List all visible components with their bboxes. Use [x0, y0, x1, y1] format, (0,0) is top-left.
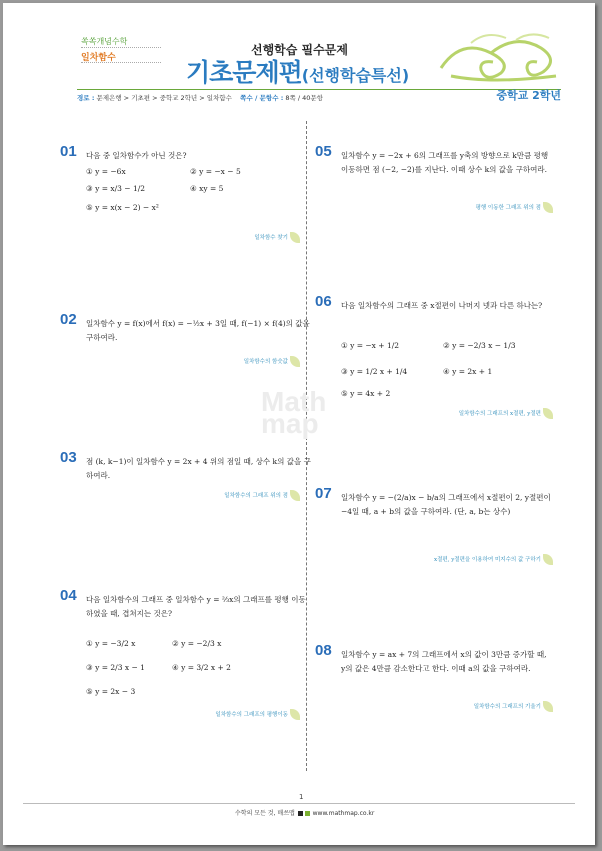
question-number: 01 [60, 143, 77, 160]
question-text: 일차함수 y = ax + 7의 그래프에서 x의 값이 3만큼 증가할 때, y의 값은 4만큼 감소한다고 한다. 이때 a의 값을 구하여라. [341, 650, 547, 673]
question-text: 일차함수 y = −(2/a)x − b/a의 그래프에서 x절편이 2, y절편이 −4일 때, a + b의 값을 구하여라. (단, a, b는 상수) [341, 493, 551, 516]
question-text: 다음 일차함수의 그래프 중 일차함수 y = ⅔x의 그래프를 평행 이동하였을 때, 겹쳐지는 것은? [86, 595, 306, 618]
square-icon [298, 811, 303, 816]
option: ③ y = x/3 − 1/2 [86, 184, 146, 193]
question-number: 07 [315, 485, 332, 502]
question-number: 04 [60, 587, 77, 604]
divider [81, 47, 161, 48]
question-number: 03 [60, 449, 77, 466]
grade-label: 중학교 2학년 [496, 89, 561, 102]
leaf-icon [290, 232, 300, 243]
column-divider [306, 121, 307, 771]
hint-tag [476, 201, 553, 215]
question-01 [60, 143, 300, 249]
route: 문제은행 > 기초편 > 중학교 2학년 > 일차함수 [96, 94, 232, 102]
hint-tag [254, 231, 300, 245]
option: ④ y = 3/2 x + 2 [172, 663, 231, 672]
hint-tag [474, 700, 553, 714]
footer-rule [23, 803, 575, 804]
route-label: 경로 : [77, 94, 95, 102]
series-tag: 쏙쏙개념수학 [81, 37, 128, 46]
option: ② y = −x − 5 [190, 167, 241, 176]
question-08 [315, 642, 553, 718]
option: ② y = −2/3 x [172, 639, 222, 648]
question-text: 다음 중 일차함수가 아닌 것은? [86, 151, 187, 160]
question-number: 02 [60, 311, 77, 328]
question-text: 일차함수 y = −2x + 6의 그래프를 y축의 방향으로 k만큼 평행이동하면 점 (−2, −2)를 지난다. 이때 상수 k의 값을 구하여라. [341, 151, 549, 174]
question-number: 06 [315, 293, 332, 310]
hint-text: 일차함수의 그래프의 평행이동 [215, 712, 288, 718]
question-text: 점 (k, k−1)이 일차함수 y = 2x + 4 위의 점일 때, 상수 k의 값을 구하여라. [86, 457, 311, 480]
question-03 [60, 449, 311, 515]
option: ⑤ y = 4x + 2 [341, 389, 391, 398]
title-paren: (선행학습특선) [301, 66, 410, 85]
leaf-icon [543, 701, 553, 712]
hint-text: 일차함수의 함숫값 [243, 359, 288, 365]
option: ⑤ y = 2x − 3 [86, 687, 136, 696]
leaf-icon [290, 709, 300, 720]
leaf-icon [543, 202, 553, 213]
hint-tag [215, 708, 300, 722]
option: ② y = −2/3 x − 1/3 [443, 341, 516, 350]
option: ⑤ y = x(x − 2) − x² [86, 203, 159, 212]
meta-bar [77, 89, 561, 106]
hint-text: 평행 이동한 그래프 위의 점 [475, 205, 541, 211]
divider [81, 62, 161, 63]
hint-tag [434, 553, 553, 567]
page-number: 1 [299, 793, 304, 801]
option: ① y = −x + 1/2 [341, 341, 400, 350]
topic-tag: 일차함수 [81, 53, 116, 63]
count: 8쪽 / 40문항 [285, 94, 323, 102]
question-text: 다음 일차함수의 그래프 중 x절편이 나머지 넷과 다른 하나는? [341, 301, 543, 310]
hint-text: 일차함수의 그래프의 x절편, y절편 [458, 411, 541, 417]
square-icon [305, 811, 310, 816]
worksheet-page [3, 3, 595, 845]
question-02 [60, 311, 310, 377]
option: ③ y = 2/3 x − 1 [86, 663, 145, 672]
question-number: 05 [315, 143, 332, 160]
question-07 [315, 485, 553, 571]
hint-tag [459, 407, 553, 421]
title-main: 기초문제편 [186, 58, 302, 87]
question-number: 08 [315, 642, 332, 659]
meta-info [77, 93, 323, 102]
question-05 [315, 143, 553, 219]
hint-text: 일차함수 찾기 [254, 235, 288, 241]
leaf-icon [543, 554, 553, 565]
question-06 [315, 293, 553, 424]
option: ④ xy = 5 [190, 184, 224, 193]
page-subtitle: 선행학습 필수문제 [251, 43, 348, 57]
hint-text: x절편, y절편을 이용하여 미지수의 값 구하기 [433, 557, 541, 563]
question-04 [60, 587, 306, 723]
leaf-icon [290, 490, 300, 501]
option: ① y = −6x [86, 167, 126, 176]
watermark-line: map [261, 408, 319, 439]
option: ① y = −3/2 x [86, 639, 136, 648]
count-label: 쪽수 / 문항수 : [240, 94, 284, 102]
leaf-icon [543, 408, 553, 419]
hint-tag [244, 355, 300, 369]
footer-slogan: 수학의 모든 것, 매쓰맵 [235, 810, 295, 817]
hint-tag [224, 489, 300, 503]
footer-text [235, 808, 374, 817]
hint-text: 일차함수의 그래프의 기울기 [473, 704, 541, 710]
header [61, 28, 561, 100]
hint-text: 일차함수의 그래프 위의 점 [224, 493, 288, 499]
option: ③ y = 1/2 x + 1/4 [341, 367, 408, 376]
cloud-ornament-icon [431, 28, 561, 86]
question-text: 일차함수 y = f(x)에서 f(x) = −½x + 3일 때, f(−1) × f(4)의 값을 구하여라. [86, 319, 310, 342]
watermark-line: Math [261, 386, 327, 417]
leaf-icon [290, 356, 300, 367]
footer-url: www.mathmap.co.kr [312, 810, 375, 817]
option: ④ y = 2x + 1 [443, 367, 493, 376]
page-title [186, 53, 409, 89]
